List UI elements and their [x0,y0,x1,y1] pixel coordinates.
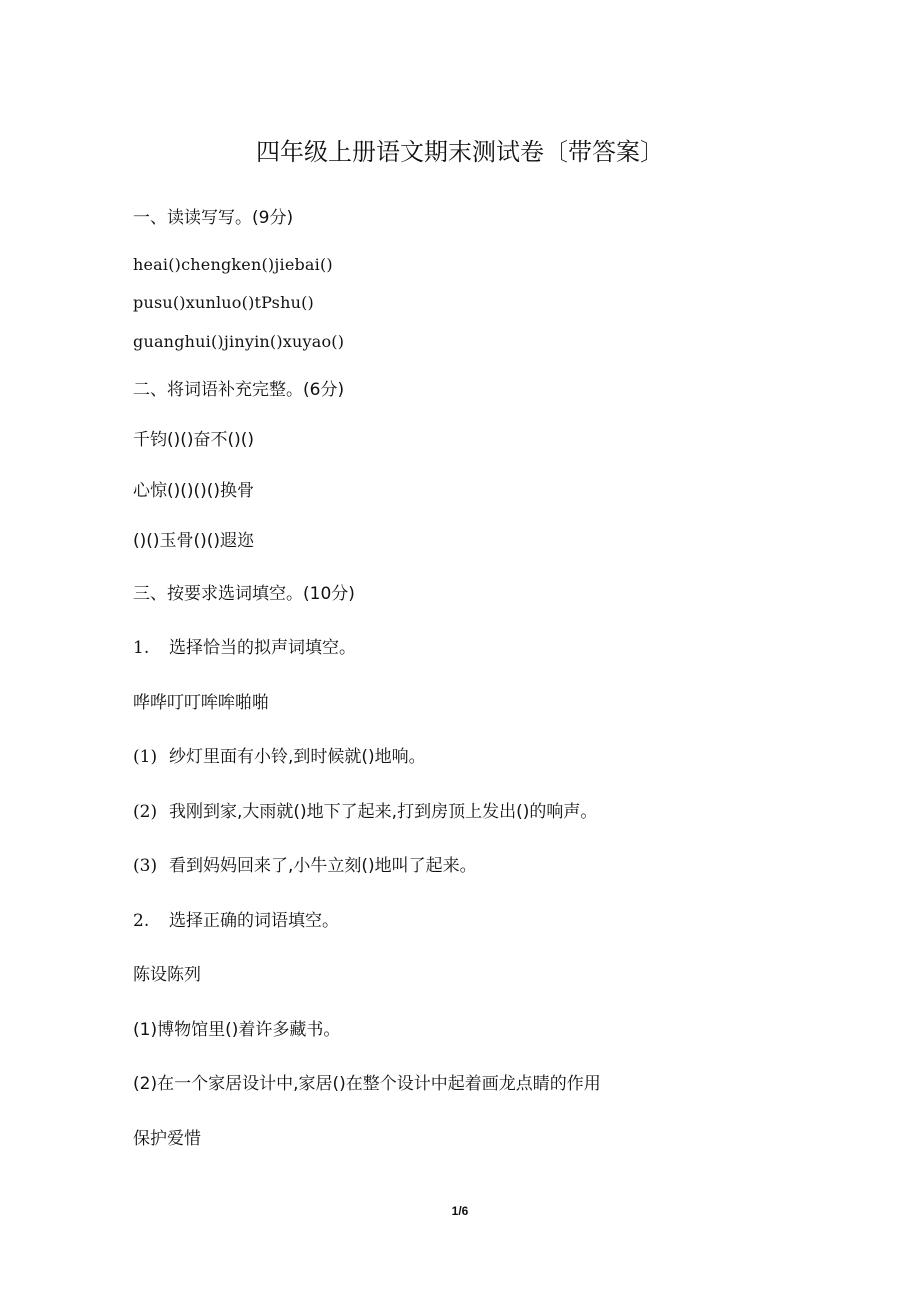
item-text: 我刚到家,大雨就()地下了起来,打到房顶上发出()的响声。 [169,802,598,822]
document-title: 四年级上册语文期末测试卷〔带答案〕 [256,138,664,166]
item-number: (3) [133,856,158,876]
question-1-number: 1. [133,638,150,658]
question-1-item-1 [133,746,426,768]
question-1-prompt: 选择恰当的拟声词填空。 [169,638,356,658]
question-2-prompt: 选择正确的词语填空。 [169,911,339,931]
question-2 [133,910,339,932]
question-1-item-3 [133,855,477,877]
page-number: 1/6 [451,1204,469,1218]
question-1 [133,637,356,659]
section-3-heading: 三、按要求选词填空。(10分) [133,584,355,604]
pinyin-line-1: heai()chengken()jiebai() [133,255,333,274]
item-number: (2) [133,802,158,822]
question-2-word-bank: 陈设陈列 [133,965,201,985]
idiom-line-1: 千钧()()奋不()() [133,430,255,450]
item-number: (1) [133,747,158,767]
item-text: 纱灯里面有小铃,到时候就()地响。 [169,747,426,767]
question-1-word-bank: 哗哗叮叮哞哞啪啪 [133,693,269,713]
question-2-item-1: (1)博物馆里()着许多藏书。 [133,1020,341,1040]
idiom-line-3: ()()玉骨()()遐迩 [133,531,255,551]
item-text: 看到妈妈回来了,小牛立刻()地叫了起来。 [169,856,477,876]
question-2-word-bank-2: 保护爱惜 [133,1129,201,1149]
pinyin-line-2: pusu()xunluo()tPshu() [133,293,314,312]
pinyin-line-3: guanghui()jinyin()xuyao() [133,332,345,351]
question-2-item-2: (2)在一个家居设计中,家居()在整个设计中起着画龙点睛的作用 [133,1074,601,1094]
idiom-line-2: 心惊()()()()换骨 [133,481,255,501]
section-2-heading: 二、将词语补充完整。(6分) [133,380,345,400]
question-2-number: 2. [133,911,150,931]
section-1-heading: 一、读读写写。(9分) [133,208,294,228]
question-1-item-2 [133,801,597,823]
